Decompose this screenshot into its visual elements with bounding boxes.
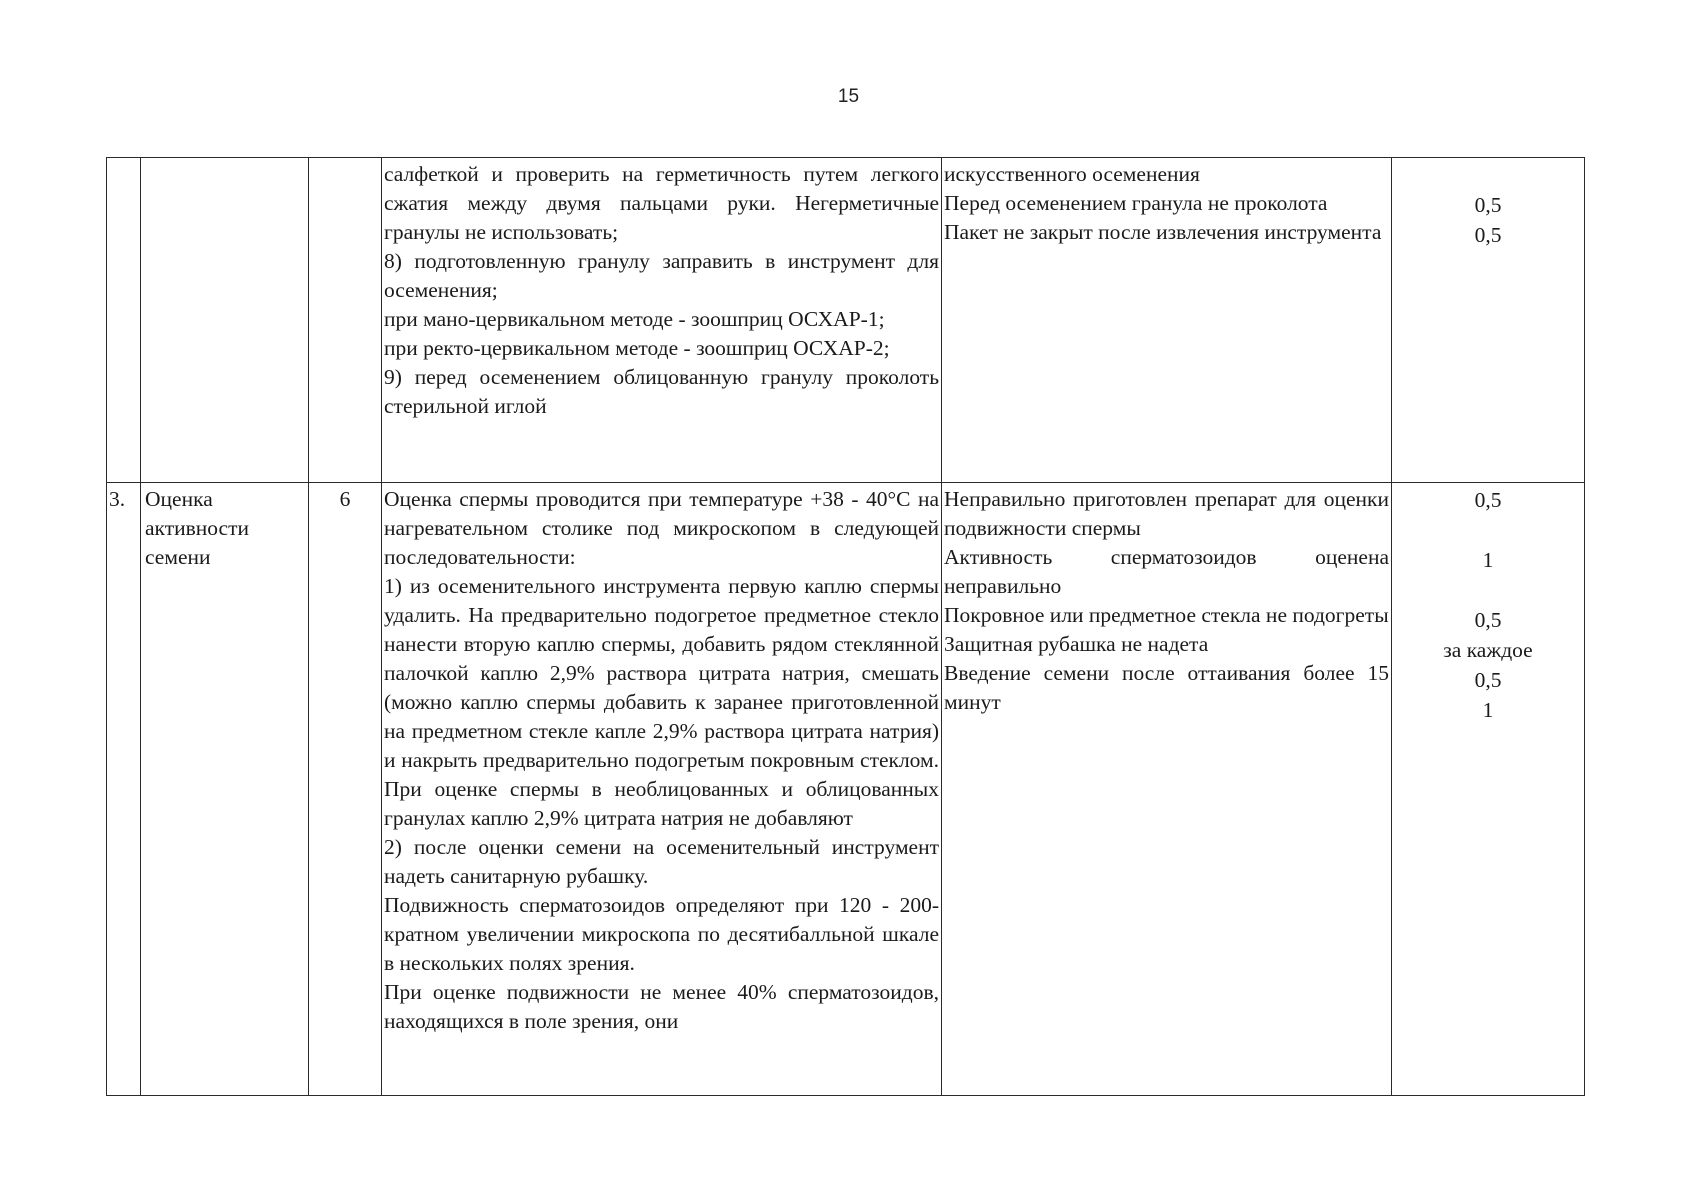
penalty-value: 0,5 xyxy=(1474,223,1502,247)
criterion-name-line: семени xyxy=(145,545,211,569)
penalty-value xyxy=(1392,160,1584,190)
max-score-cell: 6 xyxy=(309,483,382,1096)
error-item: Защитная рубашка не надета xyxy=(944,632,1209,656)
table-row xyxy=(107,158,1585,483)
error-item: Перед осеменением гранула не проколота xyxy=(944,191,1328,215)
page-number: 15 xyxy=(837,86,860,107)
method-paragraph: при ректо-цервикальном методе - зоошприц ОСХАР-2; xyxy=(384,336,890,360)
method-cell xyxy=(382,483,942,1096)
error-item: Неправильно приготовлен препарат для оценки подвижности спермы xyxy=(944,487,1389,540)
method-paragraph: 1) из осеменительного инструмента первую каплю спермы удалить. На предварительно подогретое предметное стекло нанести вторую каплю спермы, добавить рядом стеклянной палочкой каплю 2,9% раствора цитрата натрия, смешать (можно каплю спермы добавить к заранее приготовленной на предметном стекле капле 2,9% раствора цитрата натрия) и накрыть предварительно подогретым покровным стеклом. При оценке спермы в необлицованных и облицованных гранулах каплю 2,9% цитрата натрия не добавляют xyxy=(384,574,939,830)
method-paragraph: при мано-цервикальном методе - зоошприц ОСХАР-1; xyxy=(384,307,885,331)
method-paragraph: Подвижность сперматозоидов определяют при 120 - 200-кратном увеличении микроскопа по десятибалльной шкале в нескольких полях зрения. xyxy=(384,893,939,975)
method-paragraph: 8) подготовленную гранулу заправить в инструмент для осеменения; xyxy=(384,249,939,302)
penalty-value: 1 xyxy=(1482,548,1494,572)
method-paragraph: 2) после оценки семени на осеменительный инструмент надеть санитарную рубашку. xyxy=(384,835,939,888)
errors-cell xyxy=(942,158,1392,483)
error-item: Пакет не закрыт после извлечения инструмента xyxy=(944,220,1382,244)
max-score-cell xyxy=(309,158,382,483)
method-paragraph: При оценке подвижности не менее 40% сперматозоидов, находящихся в поле зрения, они xyxy=(384,980,939,1033)
error-item: Активность сперматозоидов оценена неправильно xyxy=(944,545,1389,598)
error-item: Покровное или предметное стекла не подогреты xyxy=(944,603,1389,627)
method-paragraph: 9) перед осеменением облицованную гранулу проколоть стерильной иглой xyxy=(384,365,939,418)
criterion-name-line: Оценка xyxy=(145,487,213,511)
penalty-value: 0,5 xyxy=(1474,193,1502,217)
penalty-note: за каждое xyxy=(1443,638,1533,662)
row-number-cell: 3. xyxy=(107,483,141,1096)
table-row xyxy=(107,483,1585,1096)
criterion-name-cell xyxy=(141,158,309,483)
row-number-cell xyxy=(107,158,141,483)
error-item: искусственного осеменения xyxy=(944,162,1200,186)
method-paragraph: Оценка спермы проводится при температуре +38 - 40°С на нагревательном столике под микроскопом в следующей последовательности: xyxy=(384,487,939,569)
penalty-value: 0,5 xyxy=(1474,608,1502,632)
penalty-cell xyxy=(1392,483,1585,1096)
penalty-value: 0,5 xyxy=(1474,488,1502,512)
penalty-value: 1 xyxy=(1482,698,1494,722)
criteria-table xyxy=(106,157,1585,1096)
penalty-value: 0,5 xyxy=(1474,668,1502,692)
criterion-name-line: активности xyxy=(145,516,249,540)
error-item: Введение семени после оттаивания более 15 минут xyxy=(944,661,1389,714)
penalty-cell xyxy=(1392,158,1585,483)
errors-cell xyxy=(942,483,1392,1096)
criterion-name-cell xyxy=(141,483,309,1096)
method-cell xyxy=(382,158,942,483)
method-paragraph: салфеткой и проверить на герметичность путем легкого сжатия между двумя пальцами руки. Негерметичные гранулы не использовать; xyxy=(384,162,939,244)
